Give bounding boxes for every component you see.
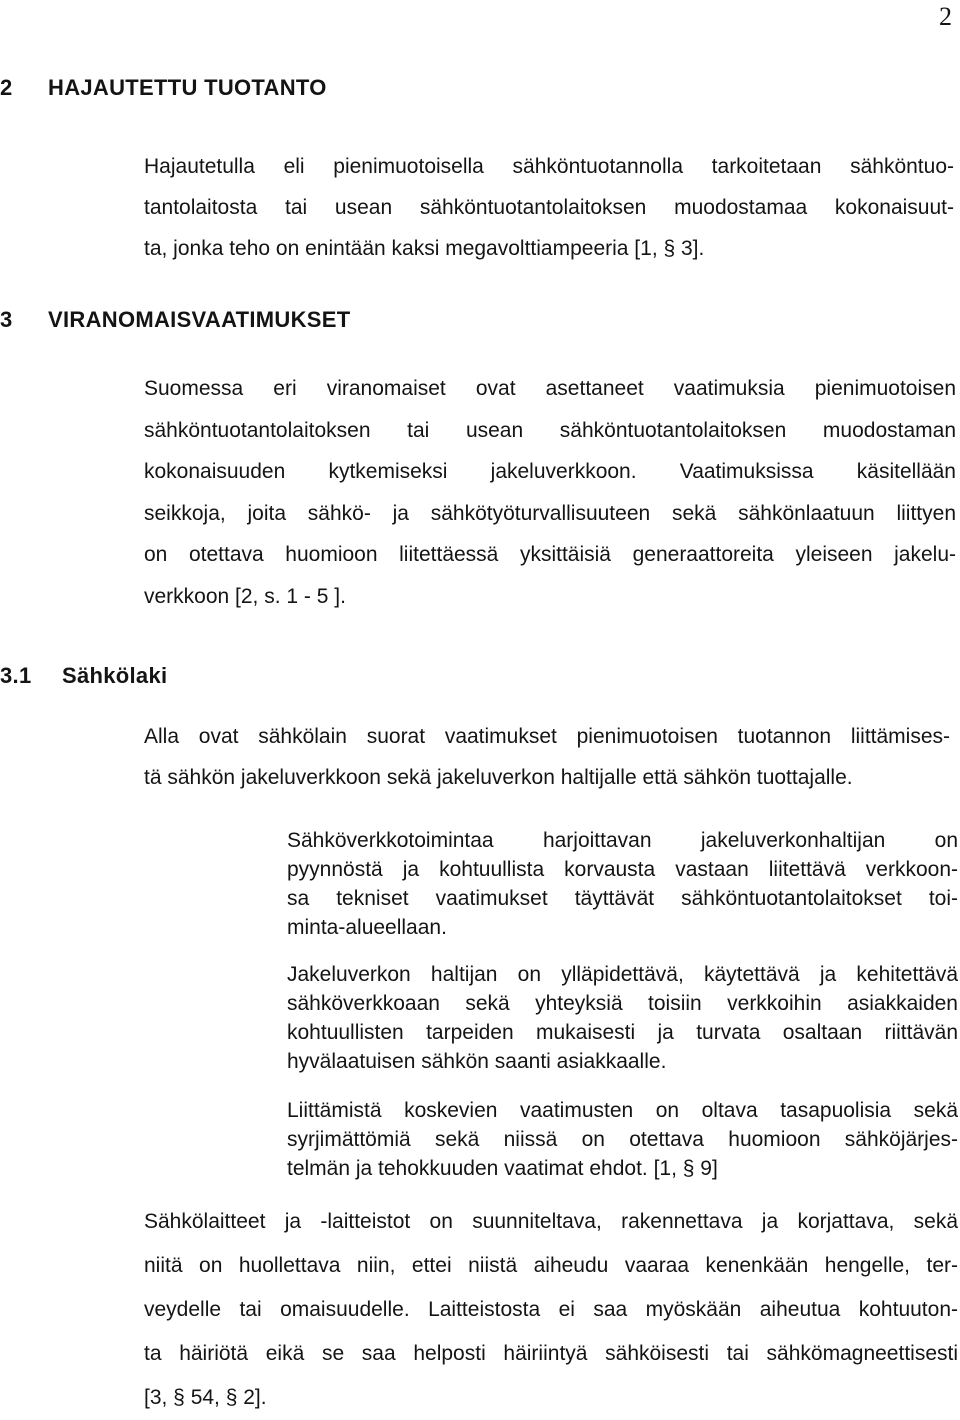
paragraph-line: Suomessa eri viranomaiset ovat asettaneet vaatimuksia pienimuotoisen: [144, 377, 956, 400]
paragraph-line: seikkoja, joita sähkö- ja sähkötyöturvallisuuteen sekä sähkönlaatuun liittyen: [144, 501, 956, 525]
paragraph-line: [3, § 54, § 2].: [144, 1386, 267, 1409]
quote-line: sa tekniset vaatimukset täyttävät sähköntuotantolaitokset toi-: [287, 887, 958, 910]
paragraph-line: veydelle tai omaisuudelle. Laitteistosta ei saa myöskään aiheutua kohtuuton-: [144, 1298, 958, 1321]
section-3-1-closing: [144, 1200, 958, 1420]
quote-line: sähköverkkoaan sekä yhteyksiä toisiin verkkoihin asiakkaiden: [287, 992, 958, 1015]
paragraph-line: ta häiriötä eikä se saa helposti häiriintyä sähköisesti tai sähkömagneettisesti: [144, 1342, 958, 1365]
page-number: 2: [939, 2, 952, 31]
paragraph-line: sähköntuotantolaitoksen tai usean sähköntuotantolaitoksen muodostaman: [144, 418, 956, 442]
quote-line: Sähköverkkotoimintaa harjoittavan jakeluverkonhaltijan on: [287, 829, 958, 852]
law-quote-2: [287, 960, 958, 1076]
law-quote-1: [287, 826, 958, 942]
quote-line: syrjimättömiä sekä niissä on otettava huomioon sähköjärjes-: [287, 1128, 958, 1151]
section-3-1-number: 3.1: [0, 663, 32, 688]
law-quote-3: [287, 1096, 958, 1183]
section-2-number: 2: [0, 75, 13, 100]
quote-line: telmän ja tehokkuuden vaatimat ehdot. [1, § 9]: [287, 1157, 718, 1180]
paragraph-line: niitä on huollettava niin, ettei niistä aiheudu vaaraa kenenkään hengelle, ter-: [144, 1254, 958, 1277]
paragraph-line: Alla ovat sähkölain suorat vaatimukset pienimuotoisen tuotannon liittämises-: [144, 725, 950, 748]
section-3-number: 3: [0, 307, 13, 332]
paragraph-line: tä sähkön jakeluverkkoon sekä jakeluverkon haltijalle että sähkön tuottajalle.: [144, 766, 853, 789]
quote-line: pyynnöstä ja kohtuullista korvausta vastaan liitettävä verkkoon-: [287, 858, 958, 881]
section-2-paragraph: [144, 146, 954, 269]
paragraph-line: Hajautetulla eli pienimuotoisella sähköntuotannolla tarkoitetaan sähköntuo-: [144, 155, 954, 178]
quote-line: Jakeluverkon haltijan on ylläpidettävä, käytettävä ja kehitettävä: [287, 963, 958, 986]
paragraph-line: Sähkölaitteet ja -laitteistot on suunniteltava, rakennettava ja korjattava, sekä: [144, 1210, 958, 1233]
section-3-heading: [0, 306, 350, 334]
paragraph-line: ta, jonka teho on enintään kaksi megavolttiampeeria [1, § 3].: [144, 237, 705, 260]
section-3-1-intro: [144, 716, 950, 798]
paragraph-line: tantolaitosta tai usean sähköntuotantolaitoksen muodostamaa kokonaisuut-: [144, 196, 954, 219]
section-3-1-title: Sähkölaki: [62, 663, 168, 688]
section-2-title: HAJAUTETTU TUOTANTO: [48, 75, 327, 100]
section-3-paragraph: [144, 368, 956, 618]
section-3-title: VIRANOMAISVAATIMUKSET: [48, 307, 351, 332]
section-3-1-heading: [0, 662, 167, 690]
quote-line: Liittämistä koskevien vaatimusten on oltava tasapuolisia sekä: [287, 1099, 958, 1122]
quote-line: minta-alueellaan.: [287, 916, 447, 939]
quote-line: hyvälaatuisen sähkön saanti asiakkaalle.: [287, 1050, 667, 1073]
paragraph-line: kokonaisuuden kytkemiseksi jakeluverkkoon. Vaatimuksissa käsitellään: [144, 460, 956, 484]
paragraph-line: verkkoon [2, s. 1 - 5 ].: [144, 584, 346, 608]
quote-line: kohtuullisten tarpeiden mukaisesti ja turvata osaltaan riittävän: [287, 1021, 958, 1044]
section-2-heading: [0, 74, 327, 102]
paragraph-line: on otettava huomioon liitettäessä yksittäisiä generaattoreita yleiseen jakelu-: [144, 543, 956, 567]
